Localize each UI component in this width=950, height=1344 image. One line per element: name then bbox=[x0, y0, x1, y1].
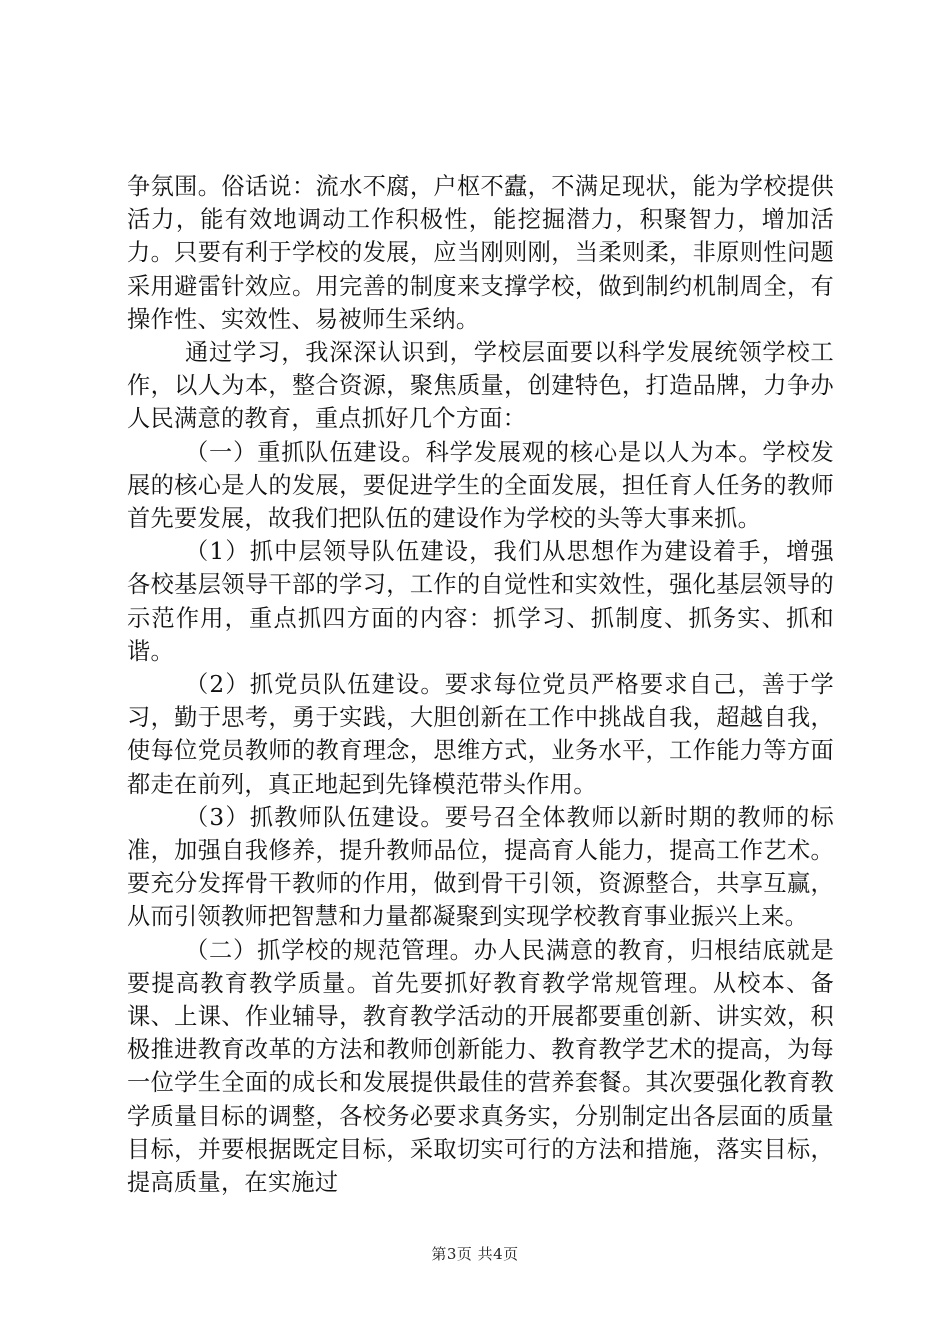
paragraph-section-one: （一）重抓队伍建设。科学发展观的核心是以人为本。学校发展的核心是人的发展，要促进学生的全面发展，担任育人任务的教师首先要发展，故我们把队伍的建设作为学校的头等大事来抓。 bbox=[127, 438, 834, 533]
page-number-footer: 第3页 共4页 bbox=[431, 1245, 519, 1263]
paragraph-section-two: （二）抓学校的规范管理。办人民满意的教育，归根结底就是要提高教育教学质量。首先要抓好教育教学常规管理。从校本、备课、上课、作业辅导，教育教学活动的开展都要重创新、讲实效，积极推进教育改革的方法和教师创新能力、教育教学艺术的提高，为每一位学生全面的成长和发展提供最佳的营养套餐。其次要强化教育教学质量目标的调整，各校务必要求真务实，分别制定出各层面的质量目标，并要根据既定目标，采取切实可行的方法和措施，落实目标，提高质量，在实施过 bbox=[127, 936, 834, 1197]
paragraph-item-1: （1）抓中层领导队伍建设，我们从思想作为建设着手，增强各校基层领导干部的学习，工作的自觉性和实效性，强化基层领导的示范作用，重点抓四方面的内容：抓学习、抓制度、抓务实、抓和谐。 bbox=[127, 538, 834, 665]
document-body bbox=[127, 170, 834, 1199]
paragraph-study-summary: 通过学习，我深深认识到，学校层面要以科学发展统领学校工作，以人为本，整合资源，聚焦质量，创建特色，打造品牌，力争办人民满意的教育，重点抓好几个方面： bbox=[127, 339, 834, 433]
paragraph-item-2: （2）抓党员队伍建设。要求每位党员严格要求自己，善于学习，勤于思考，勇于实践，大胆创新在工作中挑战自我，超越自我，使每位党员教师的教育理念，思维方式，业务水平，工作能力等方面都走在前列，真正地起到先锋模范带头作用。 bbox=[127, 671, 834, 798]
paragraph-item-3: （3）抓教师队伍建设。要号召全体教师以新时期的教师的标准，加强自我修养，提升教师品位，提高育人能力，提高工作艺术。要充分发挥骨干教师的作用，做到骨干引领，资源整合，共享互赢，从而引领教师把智慧和力量都凝聚到实现学校教育事业振兴上来。 bbox=[127, 803, 834, 931]
paragraph-continuation: 争氛围。俗话说：流水不腐，户枢不蠹，不满足现状，能为学校提供活力，能有效地调动工作积极性，能挖掘潜力，积聚智力，增加活力。只要有利于学校的发展，应当刚则刚，当柔则柔，非原则性问题采用避雷针效应。用完善的制度来支撑学校，做到制约机制周全，有操作性、实效性、易被师生采纳。 bbox=[127, 173, 834, 333]
